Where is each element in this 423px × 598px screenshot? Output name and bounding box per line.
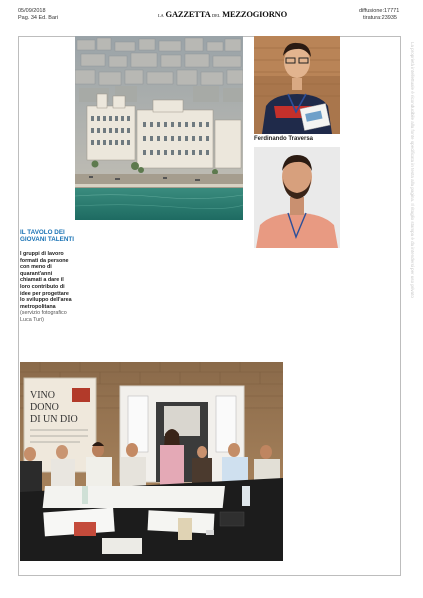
copyright-side-note: La proprietà intellettuale è riconducibile alla fonte specificata in testa alla pagina. Il ritaglio stampa è da intendersi per uso privato <box>410 42 415 298</box>
header-page: Pag. 34 <box>18 15 37 21</box>
portrait-photo-1 <box>254 36 340 134</box>
header-distribution: diffusione:17771 <box>359 8 400 14</box>
caption-title: IL TAVOLO DEI GIOVANI TALENTI <box>20 229 74 244</box>
masthead <box>158 9 287 19</box>
portrait-1-name: Ferdinando Traversa <box>254 136 314 142</box>
banner-text-1: VINO <box>30 390 55 401</box>
masthead-end: MEZZOGIORNO <box>222 9 287 19</box>
banner-text-2: DONO <box>30 402 59 413</box>
header-date: 05/09/2018 <box>18 8 46 14</box>
caption-body-text: I gruppi di lavoro formati da persone con meno di quarant'anni chiamati a dare il loro contributo di idee per progettare lo sviluppo dell'area metropolitana <box>20 251 72 310</box>
portrait-photo-2 <box>254 147 340 248</box>
aerial-city-photo <box>75 36 243 220</box>
banner-text-3: DI UN DIO <box>30 414 78 425</box>
header-edition: Ed. Bari <box>38 15 59 21</box>
masthead-prefix: LA <box>158 13 164 18</box>
caption-credit: (servizio fotografico Luca Turi) <box>20 310 67 323</box>
masthead-mid: DEL <box>212 13 221 18</box>
masthead-name: GAZZETTA <box>165 9 211 19</box>
meeting-photo <box>20 362 283 561</box>
header-page-edition <box>18 15 58 22</box>
header-print-run: tiratura:23935 <box>363 15 397 21</box>
caption-body <box>20 251 72 324</box>
